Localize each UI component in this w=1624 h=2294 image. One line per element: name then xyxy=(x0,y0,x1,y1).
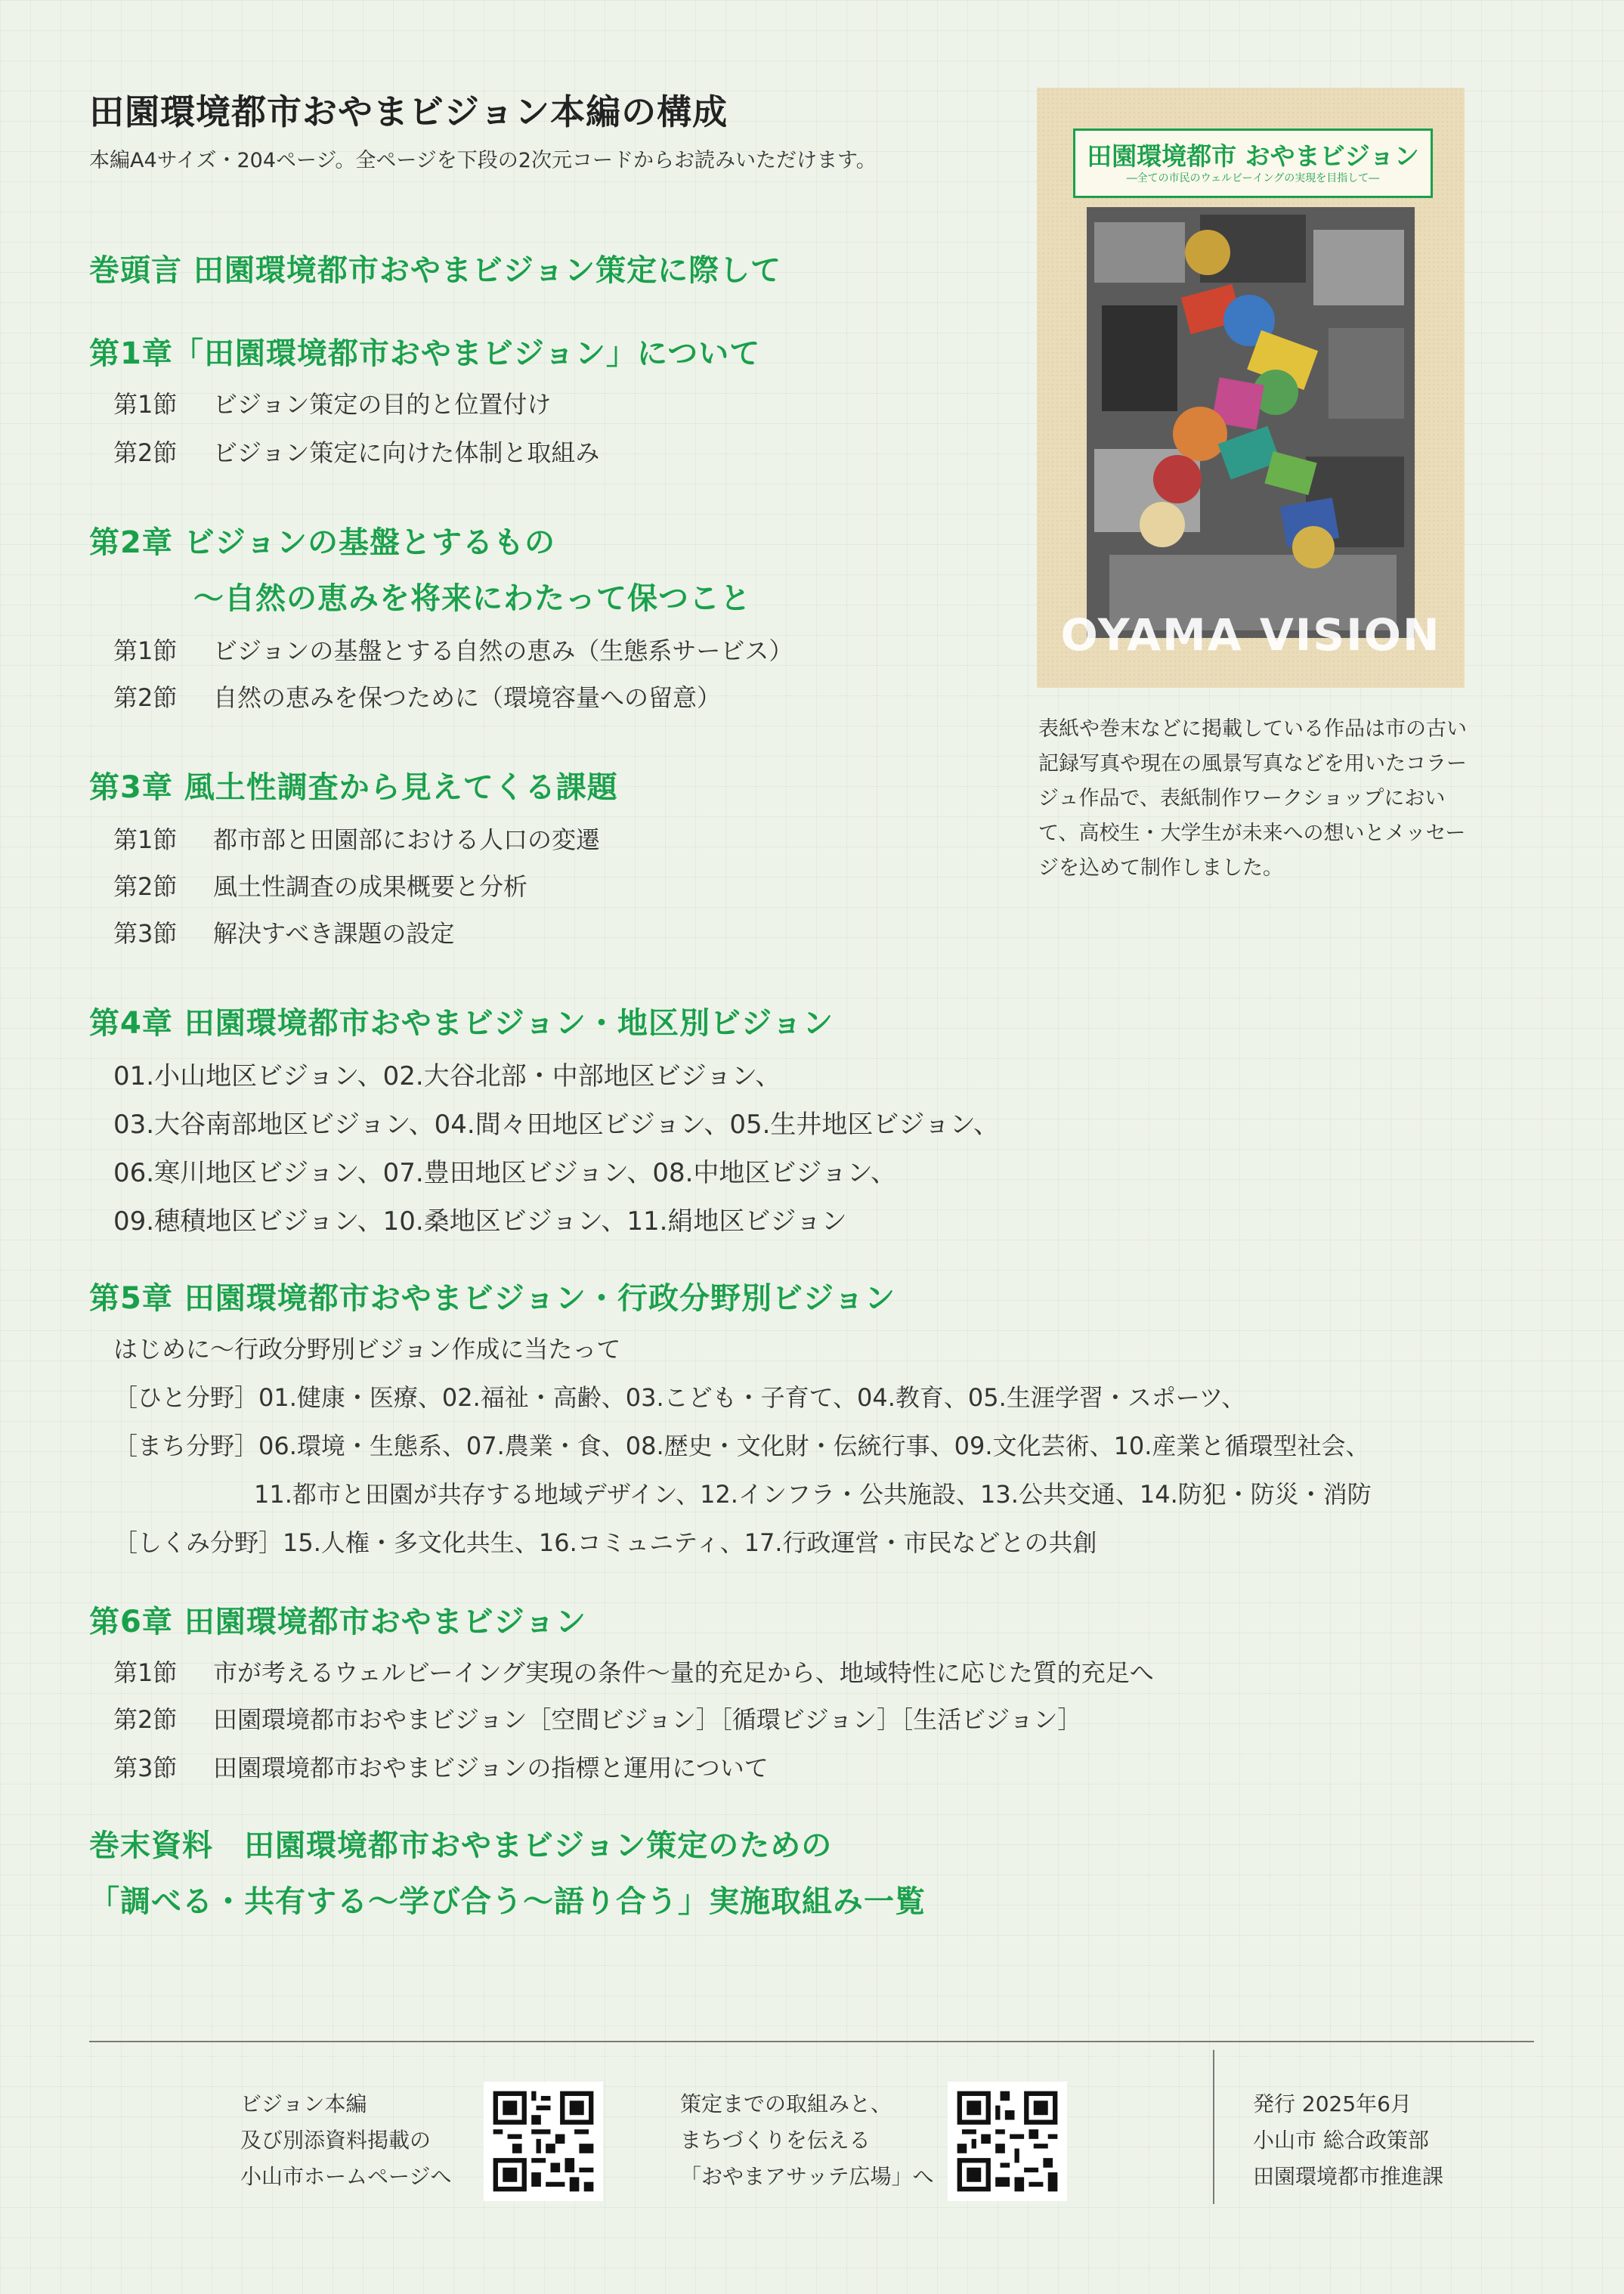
chapter-4-line-1: 01.小山地区ビジョン、02.大谷北部・中部地区ビジョン、 xyxy=(113,1061,781,1091)
chapter-2-heading-subline: ～自然の恵みを将来にわたって保つこと xyxy=(193,581,751,616)
publisher-info xyxy=(1253,2086,1443,2195)
chapter-5-line-1: ［ひと分野］01.健康・医療、02.福祉・高齢、03.こども・子育て、04.教育、05.生涯学習・スポーツ、 xyxy=(113,1383,1246,1412)
publisher-date: 発行 2025年6月 xyxy=(1253,2091,1412,2116)
qr2-label xyxy=(680,2086,933,2195)
chapter-4-line-3: 06.寒川地区ビジョン、07.豊田地区ビジョン、08.中地区ビジョン、 xyxy=(113,1158,897,1188)
qr-code-homepage[interactable] xyxy=(484,2082,603,2201)
chapter-6-section-2: 第2節 田園環境都市おやまビジョン［空間ビジョン］［循環ビジョン］［生活ビジョン］ xyxy=(113,1705,1082,1734)
chapter-6-heading: 第6章 田園環境都市おやまビジョン xyxy=(89,1605,586,1639)
chapter-3-section-1: 第1節 都市部と田園部における人口の変遷 xyxy=(113,825,601,854)
qr-icon xyxy=(484,2082,603,2201)
chapter-2-section-1: 第1節 ビジョンの基盤とする自然の恵み（生態系サービス） xyxy=(113,636,793,665)
cover-brand-text: OYAMA VISION xyxy=(1060,609,1441,661)
chapter-5-heading: 第5章 田園環境都市おやまビジョン・行政分野別ビジョン xyxy=(89,1281,896,1316)
page-title: 田園環境都市おやまビジョン本編の構成 xyxy=(89,91,728,132)
chapter-2-heading: 第2章 ビジョンの基盤とするもの xyxy=(89,525,555,560)
cover-collage xyxy=(1087,207,1415,638)
cover-image xyxy=(1037,88,1465,688)
qr1-label-line-3: 小山市ホームページへ xyxy=(240,2164,452,2189)
cover-title: 田園環境都市 おやまビジョン xyxy=(1087,141,1419,171)
publisher-division: 田園環境都市推進課 xyxy=(1253,2164,1444,2189)
chapter-3-section-2: 第2節 風土性調査の成果概要と分析 xyxy=(113,872,528,901)
qr-icon xyxy=(948,2082,1067,2201)
chapter-5-line-2: ［まち分野］06.環境・生態系、07.農業・食、08.歴史・文化財・伝統行事、09.文化芸術、10.産業と循環型社会、 xyxy=(113,1432,1370,1460)
qr1-label-line-2: 及び別添資料掲載の xyxy=(240,2128,432,2153)
qr1-label xyxy=(240,2086,451,2195)
cover-caption: 表紙や巻末などに掲載している作品は市の古い記録写真や現在の風景写真などを用いたコラージュ作品で、表紙制作ワークショップにおいて、高校生・大学生が未来への想いとメッセージを込めて制作しました。 xyxy=(1038,717,1467,880)
preface-heading: 巻頭言 田園環境都市おやまビジョン策定に際して xyxy=(89,253,782,288)
footer-vertical-divider xyxy=(1213,2050,1214,2204)
publisher-department: 小山市 総合政策部 xyxy=(1253,2128,1429,2153)
chapter-4-line-2: 03.大谷南部地区ビジョン、04.間々田地区ビジョン、05.生井地区ビジョン、 xyxy=(113,1110,1000,1140)
chapter-1-section-2: 第2節 ビジョン策定に向けた体制と取組み xyxy=(113,438,600,467)
collage-art xyxy=(1087,207,1415,638)
chapter-6-section-1: 第1節 市が考えるウェルビーイング実現の条件～量的充足から、地域特性に応じた質的充足へ xyxy=(113,1658,1154,1687)
chapter-3-section-3: 第3節 解決すべき課題の設定 xyxy=(113,919,455,948)
chapter-5-intro: はじめに～行政分野別ビジョン作成に当たって xyxy=(113,1335,621,1364)
page-subtitle: 本編A4サイズ・204ページ。全ページを下段の2次元コードからお読みいただけます。 xyxy=(89,149,877,172)
chapter-1-heading: 第1章「田園環境都市おやまビジョン」について xyxy=(89,336,761,371)
chapter-2-section-2: 第2節 自然の恵みを保つために（環境容量への留意） xyxy=(113,683,722,712)
cover-title-box xyxy=(1073,128,1433,198)
footer-divider xyxy=(89,2041,1534,2042)
appendix-heading-line-2: 「調べる・共有する～学び合う～語り合う」実施取組み一覧 xyxy=(89,1884,926,1919)
chapter-6-section-3: 第3節 田園環境都市おやまビジョンの指標と運用について xyxy=(113,1754,769,1782)
cover-subtitle: ―全ての市民のウェルビーイングの実現を目指して― xyxy=(1126,172,1380,184)
chapter-4-heading: 第4章 田園環境都市おやまビジョン・地区別ビジョン xyxy=(89,1006,834,1041)
chapter-4-line-4: 09.穂積地区ビジョン、10.桑地区ビジョン、11.絹地区ビジョン xyxy=(113,1206,847,1237)
qr2-label-line-2: まちづくりを伝える xyxy=(680,2128,871,2153)
chapter-1-section-1: 第1節 ビジョン策定の目的と位置付け xyxy=(113,390,552,419)
chapter-5-line-4: ［しくみ分野］15.人権・多文化共生、16.コミュニティ、17.行政運営・市民などとの共創 xyxy=(113,1528,1097,1557)
chapter-3-heading: 第3章 風土性調査から見えてくる課題 xyxy=(89,770,618,805)
chapter-5-line-3: 11.都市と田園が共存する地域デザイン、12.インフラ・公共施設、13.公共交通、14.防犯・防災・消防 xyxy=(254,1480,1372,1509)
appendix-heading-line-1: 巻末資料 田園環境都市おやまビジョン策定のための xyxy=(89,1828,833,1863)
qr-code-asatte-hiroba[interactable] xyxy=(948,2082,1067,2201)
qr2-label-line-3: 「おやまアサッテ広場」へ xyxy=(680,2164,934,2189)
qr1-label-line-1: ビジョン本編 xyxy=(240,2091,367,2116)
qr2-label-line-1: 策定までの取組みと、 xyxy=(680,2091,892,2116)
